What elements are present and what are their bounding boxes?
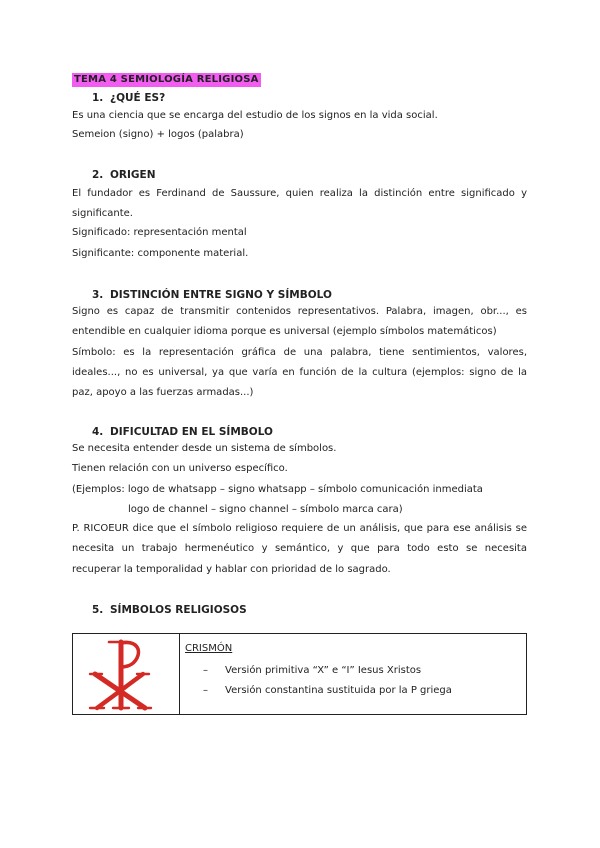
symbol-cell	[73, 634, 179, 714]
section-4-paragraph	[72, 519, 527, 580]
section-title: ¿QUÉ ES?	[110, 92, 166, 104]
section-3-paragraphs	[72, 302, 527, 403]
list-item-text: Versión constantina sustituida por la P griega	[225, 685, 452, 696]
paragraph-text: Signo es capaz de transmitir contenidos representativos. Palabra, imagen, obr..., es entendible en cualquier idioma porque es universal (ejemplo símbolos matemáticos)	[72, 306, 527, 338]
section-2-line-1: Significado: representación mental	[72, 227, 247, 238]
paragraph-text: Símbolo: es la representación gráfica de una palabra, tiene sentimientos, valores, ideales..., no es universal, ya que varía en función de la cultura (ejemplos: signo de la paz, apoyo a las fuerzas armadas...)	[72, 346, 527, 399]
paragraph-text: P. RICOEUR dice que el símbolo religioso requiere de un análisis, que para ese análisis se necesita un trabajo hermenéutico y semántico, y que para todo esto se necesita recuperar la temporalidad y hablar con prioridad de lo sagrado.	[72, 523, 527, 575]
section-number: 3.	[92, 289, 104, 301]
section-3-heading	[92, 288, 332, 302]
list-item: – Versión primitiva “X” e “I” Iesus Xristos	[203, 665, 422, 676]
section-1-line-2: Semeion (signo) + logos (palabra)	[72, 129, 244, 140]
section-title: DIFICULTAD EN EL SÍMBOLO	[110, 426, 273, 438]
symbol-description-list	[185, 661, 522, 701]
section-1-heading	[92, 91, 165, 105]
section-2-paragraph	[72, 184, 527, 225]
section-title: DISTINCIÓN ENTRE SIGNO Y SÍMBOLO	[110, 289, 332, 301]
section-number: 5.	[92, 604, 104, 616]
section-4-line-1: Se necesita entender desde un sistema de símbolos.	[72, 443, 337, 454]
section-title: SÍMBOLOS RELIGIOSOS	[110, 604, 247, 616]
list-item: – Versión constantina sustituida por la P griega	[203, 685, 452, 696]
section-number: 1.	[92, 92, 104, 104]
list-item-text: Versión primitiva “X” e “I” Iesus Xristos	[225, 665, 422, 676]
section-4-indent-line: logo de channel – signo channel – símbolo marca cara)	[128, 504, 403, 515]
section-4-heading	[92, 425, 273, 439]
religious-symbols-table	[72, 633, 527, 715]
paragraph-text: El fundador es Ferdinand de Saussure, quien realiza la distinción entre significado y significante.	[72, 188, 527, 220]
section-title: ORIGEN	[110, 169, 156, 181]
chi-rho-icon	[73, 634, 179, 714]
section-1-line-1: Es una ciencia que se encarga del estudio de los signos en la vida social.	[72, 110, 438, 121]
section-5-heading	[92, 603, 247, 617]
section-2-heading	[92, 168, 156, 182]
section-2-line-2: Significante: componente material.	[72, 248, 249, 259]
table-divider	[179, 634, 180, 714]
section-number: 2.	[92, 169, 104, 181]
symbol-name: CRISMÓN	[185, 643, 233, 654]
section-4-line-3: (Ejemplos: logo de whatsapp – signo whatsapp – símbolo comunicación inmediata	[72, 484, 483, 495]
symbol-description-cell	[185, 642, 522, 701]
section-4-line-2: Tienen relación con un universo específico.	[72, 463, 288, 474]
section-number: 4.	[92, 426, 104, 438]
document-title: TEMA 4 SEMIOLOGÍA RELIGIOSA	[74, 74, 259, 85]
